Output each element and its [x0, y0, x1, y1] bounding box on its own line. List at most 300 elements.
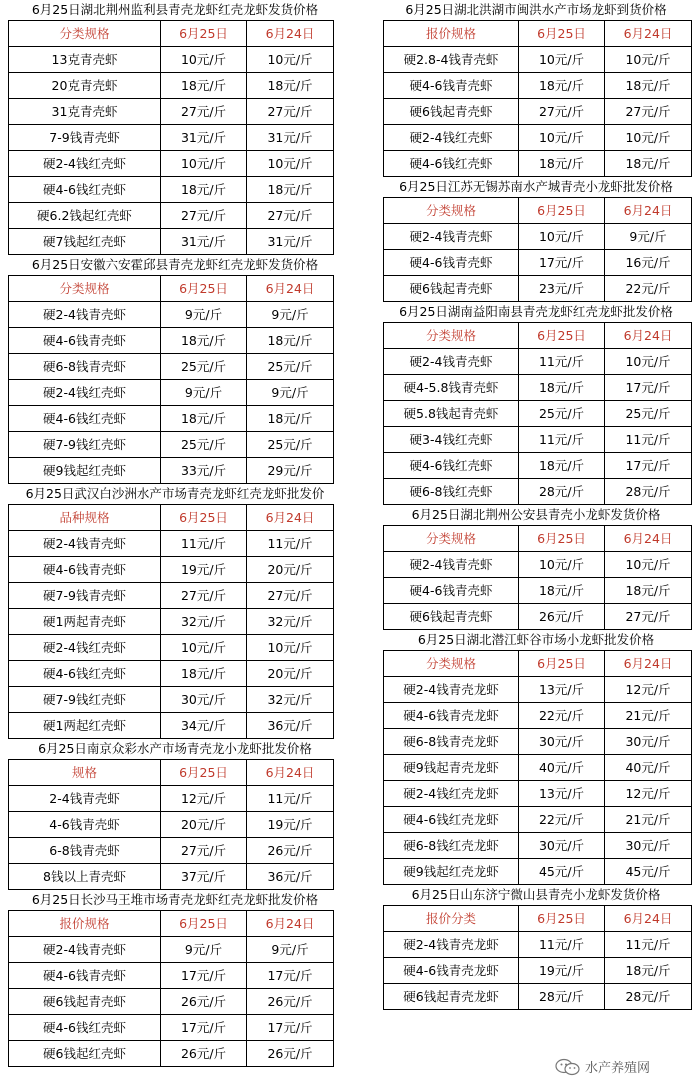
- price-cell: 18元/斤: [247, 328, 334, 354]
- price-cell: 17元/斤: [247, 1015, 334, 1041]
- spec-cell: 硬4-6钱青壳虾: [9, 557, 161, 583]
- price-cell: 17元/斤: [605, 375, 692, 401]
- table-row: [384, 578, 692, 604]
- price-cell: 10元/斤: [519, 125, 605, 151]
- price-cell: 26元/斤: [161, 989, 247, 1015]
- spec-cell: 硬4-6钱红壳虾: [9, 177, 161, 203]
- price-cell: 11元/斤: [519, 349, 605, 375]
- table-row: [9, 531, 334, 557]
- section-title: 6月25日长沙马王堆市场青壳龙虾红壳龙虾批发价格: [31, 892, 319, 907]
- price-cell: 18元/斤: [247, 406, 334, 432]
- table-row: [9, 458, 334, 484]
- table-header-row: [9, 760, 334, 786]
- table-row: [9, 583, 334, 609]
- column-header: 6月24日: [605, 21, 692, 47]
- section-title: 6月25日南京众彩水产市场青壳龙小龙虾批发价格: [38, 741, 312, 756]
- price-cell: 18元/斤: [519, 578, 605, 604]
- section-title: 6月25日湖北荆州监利县青壳龙虾红壳龙虾发货价格: [31, 2, 319, 17]
- price-cell: 9元/斤: [605, 224, 692, 250]
- price-cell: 18元/斤: [519, 73, 605, 99]
- table-row: [9, 151, 334, 177]
- spec-cell: 硬4-6钱红壳虾: [9, 406, 161, 432]
- spec-cell: 硬9钱起青壳龙虾: [384, 755, 519, 781]
- spec-cell: 硬6.2钱起红壳虾: [9, 203, 161, 229]
- column-header: 6月25日: [519, 21, 605, 47]
- spec-cell: 硬4-6钱青壳龙虾: [384, 958, 519, 984]
- spec-cell: 硬4-6钱红壳虾: [384, 151, 519, 177]
- price-cell: 18元/斤: [519, 151, 605, 177]
- price-cell: 26元/斤: [247, 838, 334, 864]
- spec-cell: 硬4-6钱青壳虾: [384, 250, 519, 276]
- price-cell: 30元/斤: [605, 729, 692, 755]
- table-row: [9, 229, 334, 255]
- price-cell: 27元/斤: [161, 203, 247, 229]
- price-table: [383, 905, 692, 1010]
- spec-cell: 硬6-8钱红壳龙虾: [384, 833, 519, 859]
- price-cell: 18元/斤: [247, 73, 334, 99]
- section-title: 6月25日湖北洪湖市闽洪水产市场龙虾到货价格: [405, 2, 667, 17]
- price-cell: 26元/斤: [247, 1041, 334, 1067]
- column-header: 报价规格: [384, 21, 519, 47]
- table-header-row: [384, 651, 692, 677]
- column-header: 报价规格: [9, 911, 161, 937]
- price-cell: 10元/斤: [605, 349, 692, 375]
- section-title: 6月25日安徽六安霍邱县青壳龙虾红壳龙虾发货价格: [31, 257, 319, 272]
- section-title: 6月25日湖北荆州公安县青壳小龙虾发货价格: [411, 507, 661, 522]
- spec-cell: 硬7-9钱青壳虾: [9, 583, 161, 609]
- price-section: [6, 484, 344, 739]
- price-section: [381, 177, 691, 302]
- column-header: 6月25日: [161, 505, 247, 531]
- price-cell: 18元/斤: [605, 73, 692, 99]
- price-cell: 22元/斤: [519, 703, 605, 729]
- table-row: [384, 73, 692, 99]
- price-cell: 18元/斤: [605, 151, 692, 177]
- table-row: [384, 479, 692, 505]
- price-cell: 19元/斤: [247, 812, 334, 838]
- price-cell: 31元/斤: [247, 229, 334, 255]
- table-row: [9, 989, 334, 1015]
- price-cell: 10元/斤: [605, 552, 692, 578]
- price-cell: 26元/斤: [161, 1041, 247, 1067]
- price-cell: 13元/斤: [519, 781, 605, 807]
- spec-cell: 硬2-4钱青壳龙虾: [384, 677, 519, 703]
- column-header: 分类规格: [384, 323, 519, 349]
- table-row: [384, 427, 692, 453]
- spec-cell: 硬1两起红壳虾: [9, 713, 161, 739]
- price-table: [383, 197, 692, 302]
- price-cell: 26元/斤: [247, 989, 334, 1015]
- price-cell: 11元/斤: [605, 932, 692, 958]
- column-header: 规格: [9, 760, 161, 786]
- wechat-icon: [555, 1058, 581, 1076]
- section-title: 6月25日湖北潜江虾谷市场小龙虾批发价格: [417, 632, 655, 647]
- table-row: [9, 380, 334, 406]
- table-row: [384, 604, 692, 630]
- spec-cell: 硬3-4钱红壳虾: [384, 427, 519, 453]
- column-header: 6月24日: [605, 323, 692, 349]
- table-header-row: [9, 276, 334, 302]
- price-cell: 12元/斤: [605, 781, 692, 807]
- price-section: [381, 505, 691, 630]
- price-cell: 31元/斤: [161, 229, 247, 255]
- price-cell: 40元/斤: [519, 755, 605, 781]
- price-cell: 18元/斤: [605, 958, 692, 984]
- spec-cell: 硬4-6钱青壳虾: [384, 578, 519, 604]
- table-row: [384, 224, 692, 250]
- spec-cell: 硬4-6钱红壳虾: [9, 1015, 161, 1041]
- price-cell: 9元/斤: [247, 302, 334, 328]
- column-header: 分类规格: [384, 198, 519, 224]
- price-cell: 37元/斤: [161, 864, 247, 890]
- price-cell: 10元/斤: [161, 151, 247, 177]
- spec-cell: 硬2-4钱青壳虾: [9, 531, 161, 557]
- price-cell: 17元/斤: [605, 453, 692, 479]
- price-cell: 19元/斤: [519, 958, 605, 984]
- spec-cell: 硬9钱起红壳虾: [9, 458, 161, 484]
- price-cell: 36元/斤: [247, 864, 334, 890]
- watermark: [555, 1057, 650, 1076]
- spec-cell: 2-4钱青壳虾: [9, 786, 161, 812]
- price-cell: 10元/斤: [605, 125, 692, 151]
- spec-cell: 硬2-4钱青壳虾: [9, 937, 161, 963]
- price-cell: 25元/斤: [161, 432, 247, 458]
- table-row: [9, 203, 334, 229]
- spec-cell: 硬6-8钱红壳虾: [384, 479, 519, 505]
- column-header: 品种规格: [9, 505, 161, 531]
- price-cell: 11元/斤: [247, 531, 334, 557]
- column-header: 6月24日: [247, 276, 334, 302]
- spec-cell: 硬2.8-4钱青壳虾: [384, 47, 519, 73]
- table-header-row: [384, 21, 692, 47]
- price-cell: 28元/斤: [605, 984, 692, 1010]
- table-row: [9, 125, 334, 151]
- price-section: [381, 885, 691, 1010]
- price-cell: 18元/斤: [161, 661, 247, 687]
- price-cell: 12元/斤: [605, 677, 692, 703]
- price-cell: 27元/斤: [161, 583, 247, 609]
- price-cell: 22元/斤: [519, 807, 605, 833]
- table-header-row: [9, 505, 334, 531]
- table-row: [9, 406, 334, 432]
- price-cell: 26元/斤: [519, 604, 605, 630]
- spec-cell: 硬7-9钱红壳虾: [9, 687, 161, 713]
- price-cell: 25元/斤: [161, 354, 247, 380]
- price-cell: 11元/斤: [519, 932, 605, 958]
- table-row: [384, 833, 692, 859]
- column-header: 6月24日: [605, 906, 692, 932]
- price-cell: 10元/斤: [605, 47, 692, 73]
- price-table: [8, 759, 334, 890]
- table-row: [9, 1041, 334, 1067]
- column-header: 分类规格: [9, 276, 161, 302]
- column-header: 6月24日: [605, 526, 692, 552]
- spec-cell: 硬2-4钱红壳龙虾: [384, 781, 519, 807]
- price-cell: 28元/斤: [519, 984, 605, 1010]
- price-cell: 30元/斤: [519, 729, 605, 755]
- column-header: 6月25日: [519, 323, 605, 349]
- price-cell: 30元/斤: [605, 833, 692, 859]
- price-cell: 11元/斤: [247, 786, 334, 812]
- spec-cell: 硬9钱起红壳龙虾: [384, 859, 519, 885]
- price-cell: 27元/斤: [161, 99, 247, 125]
- column-header: 6月25日: [161, 760, 247, 786]
- table-row: [384, 729, 692, 755]
- price-cell: 25元/斤: [605, 401, 692, 427]
- price-cell: 27元/斤: [605, 99, 692, 125]
- table-header-row: [384, 526, 692, 552]
- table-header-row: [384, 198, 692, 224]
- spec-cell: 硬4-6钱青壳虾: [384, 73, 519, 99]
- spec-cell: 硬2-4钱青壳虾: [9, 302, 161, 328]
- table-row: [384, 552, 692, 578]
- price-cell: 20元/斤: [161, 812, 247, 838]
- table-row: [9, 786, 334, 812]
- column-header: 报价分类: [384, 906, 519, 932]
- price-cell: 10元/斤: [519, 552, 605, 578]
- spec-cell: 13克青壳虾: [9, 47, 161, 73]
- column-header: 分类规格: [384, 526, 519, 552]
- price-cell: 10元/斤: [247, 635, 334, 661]
- column-header: 6月25日: [161, 911, 247, 937]
- price-cell: 45元/斤: [605, 859, 692, 885]
- table-row: [384, 47, 692, 73]
- table-row: [9, 963, 334, 989]
- price-cell: 18元/斤: [519, 375, 605, 401]
- price-cell: 12元/斤: [161, 786, 247, 812]
- spec-cell: 硬6钱起青壳虾: [384, 276, 519, 302]
- table-header-row: [384, 906, 692, 932]
- price-cell: 28元/斤: [519, 479, 605, 505]
- price-cell: 17元/斤: [247, 963, 334, 989]
- price-cell: 27元/斤: [247, 203, 334, 229]
- spec-cell: 31克青壳虾: [9, 99, 161, 125]
- price-cell: 9元/斤: [161, 380, 247, 406]
- column-header: 6月24日: [247, 911, 334, 937]
- spec-cell: 8钱以上青壳虾: [9, 864, 161, 890]
- table-row: [384, 453, 692, 479]
- table-row: [9, 812, 334, 838]
- price-cell: 18元/斤: [161, 73, 247, 99]
- price-cell: 11元/斤: [605, 427, 692, 453]
- column-header: 6月25日: [519, 651, 605, 677]
- price-cell: 13元/斤: [519, 677, 605, 703]
- table-row: [9, 713, 334, 739]
- price-cell: 16元/斤: [605, 250, 692, 276]
- table-row: [9, 47, 334, 73]
- table-row: [9, 328, 334, 354]
- price-cell: 32元/斤: [247, 609, 334, 635]
- table-row: [384, 755, 692, 781]
- price-cell: 25元/斤: [247, 432, 334, 458]
- price-cell: 22元/斤: [605, 276, 692, 302]
- table-row: [9, 635, 334, 661]
- spec-cell: 硬4-6钱青壳虾: [9, 963, 161, 989]
- table-row: [9, 432, 334, 458]
- price-cell: 19元/斤: [161, 557, 247, 583]
- price-cell: 18元/斤: [161, 406, 247, 432]
- price-cell: 18元/斤: [247, 177, 334, 203]
- table-row: [384, 250, 692, 276]
- table-row: [9, 557, 334, 583]
- price-table: [383, 322, 692, 505]
- table-row: [9, 661, 334, 687]
- table-row: [384, 401, 692, 427]
- price-section: [6, 0, 344, 255]
- price-cell: 27元/斤: [605, 604, 692, 630]
- table-row: [384, 349, 692, 375]
- price-cell: 10元/斤: [519, 224, 605, 250]
- spec-cell: 硬6-8钱青壳虾: [9, 354, 161, 380]
- column-header: 6月24日: [247, 21, 334, 47]
- column-header: 6月25日: [161, 276, 247, 302]
- spec-cell: 6-8钱青壳虾: [9, 838, 161, 864]
- price-table: [8, 275, 334, 484]
- table-row: [384, 276, 692, 302]
- right-column: [381, 0, 691, 1010]
- spec-cell: 硬6-8钱青壳龙虾: [384, 729, 519, 755]
- price-cell: 21元/斤: [605, 703, 692, 729]
- spec-cell: 硬2-4钱红壳虾: [9, 151, 161, 177]
- spec-cell: 硬6钱起青壳虾: [9, 989, 161, 1015]
- price-cell: 21元/斤: [605, 807, 692, 833]
- table-header-row: [9, 911, 334, 937]
- price-cell: 17元/斤: [161, 963, 247, 989]
- price-cell: 29元/斤: [247, 458, 334, 484]
- spec-cell: 硬7钱起红壳虾: [9, 229, 161, 255]
- price-section: [6, 255, 344, 484]
- price-table: [383, 650, 692, 885]
- column-header: 6月25日: [519, 906, 605, 932]
- table-row: [384, 807, 692, 833]
- price-cell: 20元/斤: [247, 557, 334, 583]
- price-cell: 40元/斤: [605, 755, 692, 781]
- table-row: [9, 354, 334, 380]
- table-row: [9, 99, 334, 125]
- spec-cell: 硬6钱起青壳虾: [384, 99, 519, 125]
- price-cell: 9元/斤: [161, 937, 247, 963]
- column-header: 6月24日: [247, 505, 334, 531]
- table-row: [9, 302, 334, 328]
- table-row: [9, 687, 334, 713]
- price-cell: 28元/斤: [605, 479, 692, 505]
- column-header: 6月24日: [247, 760, 334, 786]
- price-section: [381, 630, 691, 885]
- price-cell: 31元/斤: [247, 125, 334, 151]
- column-header: 6月25日: [519, 526, 605, 552]
- table-header-row: [9, 21, 334, 47]
- price-cell: 9元/斤: [247, 937, 334, 963]
- spec-cell: 硬2-4钱青壳虾: [384, 224, 519, 250]
- price-cell: 17元/斤: [519, 250, 605, 276]
- price-section: [6, 739, 344, 890]
- spec-cell: 硬4-5.8钱青壳虾: [384, 375, 519, 401]
- price-cell: 27元/斤: [519, 99, 605, 125]
- spec-cell: 硬5.8钱起青壳虾: [384, 401, 519, 427]
- section-title: 6月25日湖南益阳南县青壳龙虾红壳龙虾批发价格: [399, 304, 673, 319]
- price-section: [6, 890, 344, 1067]
- spec-cell: 硬4-6钱红壳虾: [9, 661, 161, 687]
- column-header: 6月25日: [519, 198, 605, 224]
- column-header: 6月24日: [605, 198, 692, 224]
- price-cell: 30元/斤: [519, 833, 605, 859]
- price-cell: 36元/斤: [247, 713, 334, 739]
- spec-cell: 硬2-4钱红壳虾: [9, 380, 161, 406]
- price-cell: 27元/斤: [161, 838, 247, 864]
- spec-cell: 硬4-6钱青壳虾: [9, 328, 161, 354]
- table-row: [384, 99, 692, 125]
- price-cell: 10元/斤: [519, 47, 605, 73]
- spec-cell: 硬7-9钱红壳虾: [9, 432, 161, 458]
- table-row: [9, 864, 334, 890]
- spec-cell: 硬4-6钱红壳虾: [384, 453, 519, 479]
- column-header: 分类规格: [384, 651, 519, 677]
- price-cell: 11元/斤: [519, 427, 605, 453]
- table-row: [9, 177, 334, 203]
- column-header: 6月24日: [605, 651, 692, 677]
- price-cell: 11元/斤: [161, 531, 247, 557]
- price-table: [383, 20, 692, 177]
- table-header-row: [384, 323, 692, 349]
- spec-cell: 硬2-4钱青壳虾: [384, 552, 519, 578]
- spec-cell: 7-9钱青壳虾: [9, 125, 161, 151]
- price-cell: 9元/斤: [161, 302, 247, 328]
- price-cell: 10元/斤: [161, 47, 247, 73]
- price-table: [8, 20, 334, 255]
- spec-cell: 硬4-6钱青壳龙虾: [384, 703, 519, 729]
- spec-cell: 硬6钱起红壳虾: [9, 1041, 161, 1067]
- section-title: 6月25日武汉白沙洲水产市场青壳龙虾红壳龙虾批发价: [25, 486, 325, 501]
- spec-cell: 硬4-6钱红壳龙虾: [384, 807, 519, 833]
- spec-cell: 硬2-4钱红壳虾: [9, 635, 161, 661]
- price-cell: 10元/斤: [161, 635, 247, 661]
- left-column: [6, 0, 344, 1067]
- price-table: [8, 910, 334, 1067]
- table-row: [384, 932, 692, 958]
- price-cell: 18元/斤: [605, 578, 692, 604]
- price-cell: 10元/斤: [247, 47, 334, 73]
- price-cell: 31元/斤: [161, 125, 247, 151]
- price-cell: 25元/斤: [247, 354, 334, 380]
- price-section: [381, 302, 691, 505]
- spec-cell: 硬1两起青壳虾: [9, 609, 161, 635]
- spec-cell: 硬2-4钱青壳龙虾: [384, 932, 519, 958]
- price-cell: 17元/斤: [161, 1015, 247, 1041]
- table-row: [384, 859, 692, 885]
- table-row: [9, 838, 334, 864]
- table-row: [9, 609, 334, 635]
- price-cell: 20元/斤: [247, 661, 334, 687]
- spec-cell: 硬2-4钱红壳虾: [384, 125, 519, 151]
- price-cell: 18元/斤: [519, 453, 605, 479]
- table-row: [9, 937, 334, 963]
- table-row: [384, 151, 692, 177]
- column-header: 分类规格: [9, 21, 161, 47]
- column-header: 6月25日: [161, 21, 247, 47]
- spec-cell: 4-6钱青壳虾: [9, 812, 161, 838]
- section-title: 6月25日山东济宁微山县青壳小龙虾发货价格: [411, 887, 661, 902]
- table-row: [384, 677, 692, 703]
- price-cell: 27元/斤: [247, 583, 334, 609]
- price-cell: 30元/斤: [161, 687, 247, 713]
- watermark-text: 水产养殖网: [585, 1061, 651, 1076]
- price-cell: 34元/斤: [161, 713, 247, 739]
- price-cell: 45元/斤: [519, 859, 605, 885]
- price-cell: 32元/斤: [161, 609, 247, 635]
- table-row: [384, 781, 692, 807]
- table-row: [384, 375, 692, 401]
- price-section: [381, 0, 691, 177]
